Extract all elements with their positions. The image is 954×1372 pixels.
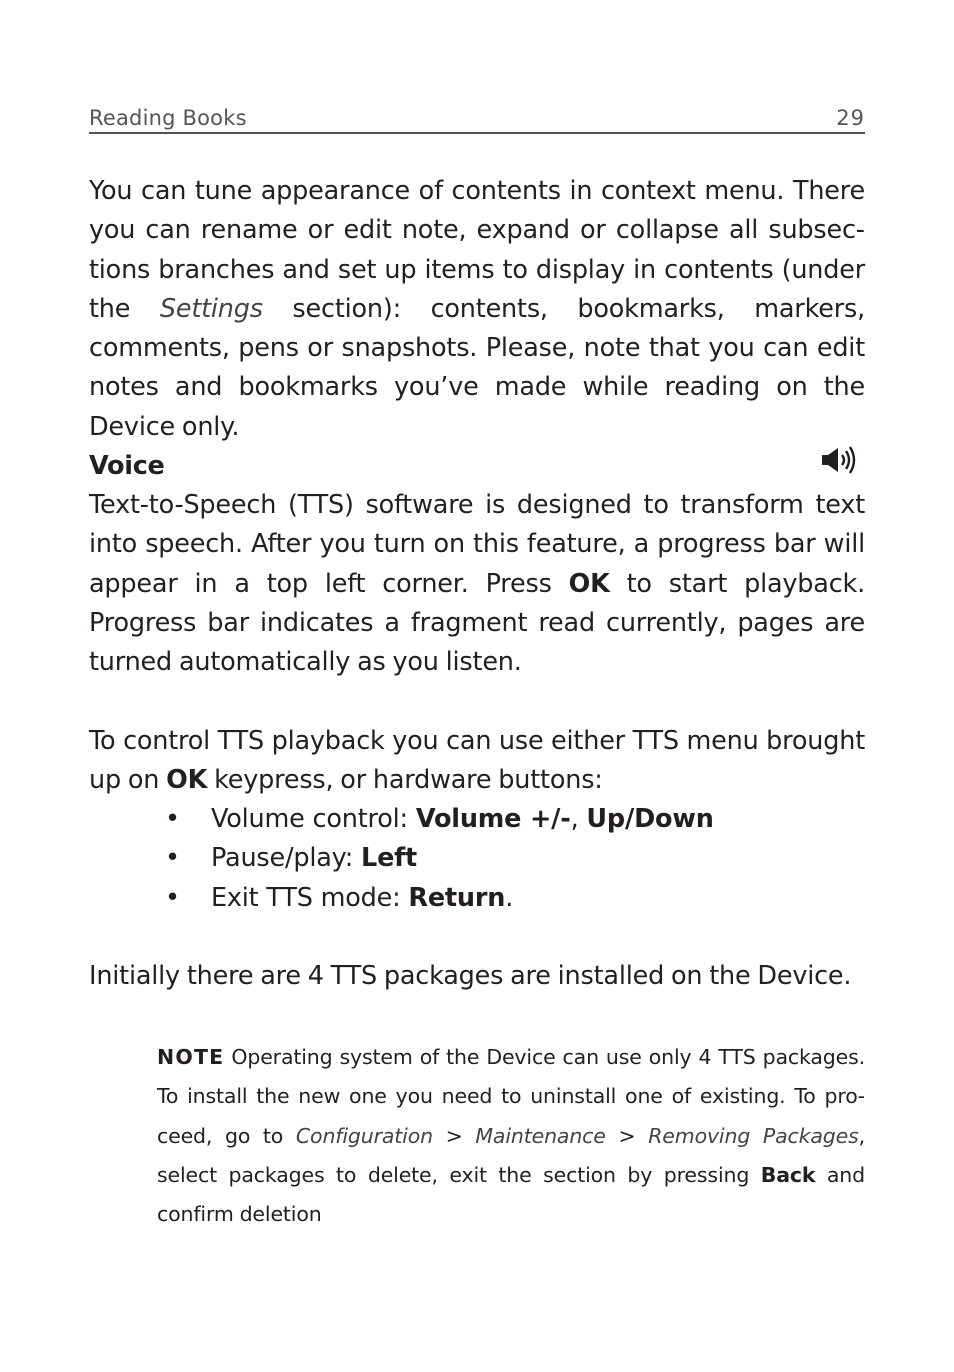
control-text: To control TTS playback you can use either TTS menu brought up on xyxy=(89,726,865,796)
intro-text-continued: section): contents, bookmarks, markers, comments, pens or snapshots. Please, note that you can edit notes and bookmarks you’ve made while reading on the Device only. xyxy=(89,293,866,442)
bullet: • xyxy=(165,843,180,874)
voice-text: Text-to-Speech (TTS) software is designed to transform text into speech. After you turn on this feature, a progress bar will appear in a top left corner. Press xyxy=(89,490,865,599)
note-text: Operating system of the Device can use only 4 TTS packages. To install the new one you need to uninstall one of existing. To proceed, go to xyxy=(157,1045,865,1148)
ok-key: OK xyxy=(166,765,208,796)
settings-term: Settings xyxy=(159,293,263,324)
back-key: Back xyxy=(760,1162,816,1187)
key-name: Up/Down xyxy=(586,804,714,834)
list-item-text xyxy=(211,839,417,878)
control-text-continued: keypress, or hardware buttons: xyxy=(207,765,603,796)
intro-text: You can tune appearance of contents in context menu. There you can rename or edit note, expand or collapse all subsections branches and set up items to display in contents (under the xyxy=(89,176,865,324)
key-name: Return xyxy=(408,882,506,913)
voice-paragraph xyxy=(89,486,865,682)
note-text-end: and confirm deletion xyxy=(157,1162,865,1227)
section-title: Reading Books xyxy=(89,106,247,130)
key-name: Volume +/- xyxy=(415,804,571,834)
ok-key: OK xyxy=(568,568,610,599)
menu-path-configuration: Configuration xyxy=(295,1123,433,1148)
note-block xyxy=(157,1038,865,1234)
voice-heading: Voice xyxy=(89,451,165,481)
key-name: Left xyxy=(361,843,418,874)
control-paragraph xyxy=(89,722,865,801)
voice-text-continued: to start playback. Progress bar indicates a fragment read currently, pages are turned automatically as you listen. xyxy=(89,568,866,678)
list-item-label: Pause/play: xyxy=(211,843,362,874)
intro-paragraph xyxy=(89,172,865,447)
path-separator: > xyxy=(605,1123,649,1148)
list-item xyxy=(89,839,865,878)
list-item xyxy=(89,879,865,918)
speaker-icon xyxy=(821,444,861,476)
menu-path-removing-packages: Removing Packages xyxy=(648,1123,859,1148)
manual-page xyxy=(89,0,865,1372)
button-list xyxy=(89,800,865,918)
list-item-text xyxy=(211,800,714,839)
note-text-continued: , select packages to delete, exit the section by pressing xyxy=(157,1123,865,1187)
path-separator: > xyxy=(432,1123,476,1148)
bullet: • xyxy=(165,804,180,834)
menu-path-maintenance: Maintenance xyxy=(475,1123,606,1148)
list-item-label: Volume control: xyxy=(211,804,416,834)
note-label: NOTE xyxy=(157,1045,225,1069)
separator: , xyxy=(570,804,587,834)
bullet: • xyxy=(165,882,180,913)
page-number: 29 xyxy=(836,106,865,130)
list-item xyxy=(89,800,865,839)
list-item-label: Exit TTS mode: xyxy=(211,882,409,913)
packages-paragraph: Initially there are 4 TTS packages are installed on the Device. xyxy=(89,961,852,991)
page-header xyxy=(89,104,865,134)
suffix: . xyxy=(505,882,514,913)
list-item-text xyxy=(211,879,513,918)
